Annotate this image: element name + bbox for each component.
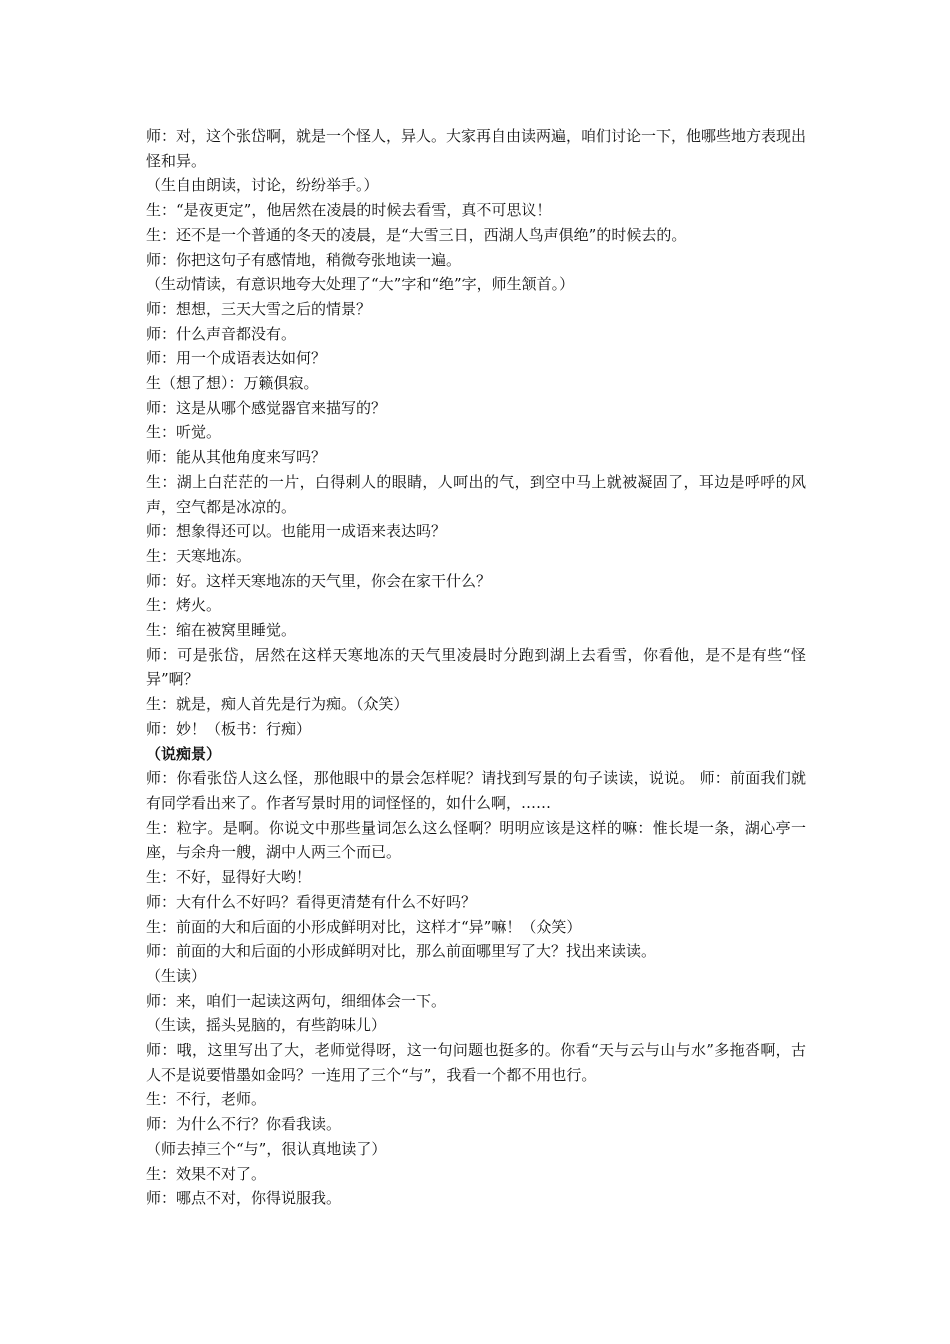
dialogue-line: 生：前面的大和后面的小形成鲜明对比，这样才“异”嘛！（众笑）: [146, 917, 582, 936]
dialogue-line: 师：能从其他角度来写吗？: [146, 448, 327, 467]
dialogue-line: 生：粒字。是啊。你说文中那些量词怎么这么怪啊？明明应该是这样的嘛：惟长堤一条，湖心亭一座，与余舟一艘，湖中人两三个而已。: [146, 818, 806, 862]
dialogue-line: 生：听觉。: [146, 423, 222, 442]
dialogue-line: 师：来，咱们一起读这两句，细细体会一下。: [146, 991, 447, 1010]
dialogue-line: 师：哪点不对，你得说服我。: [146, 1189, 342, 1208]
dialogue-line: 师：大有什么不好吗？看得更清楚有什么不好吗？: [146, 892, 477, 911]
dialogue-line: 生：“是夜更定”，他居然在凌晨的时候去看雪，真不可思议！: [146, 201, 552, 220]
dialogue-line: 师：好。这样天寒地冻的天气里，你会在家干什么？: [146, 571, 492, 590]
dialogue-line: （师去掉三个“与”，很认真地读了）: [146, 1139, 387, 1158]
dialogue-line: 师：想象得还可以。也能用一成语来表达吗？: [146, 522, 447, 541]
dialogue-line: 生：烤火。: [146, 596, 222, 615]
dialogue-line: 师：可是张岱，居然在这样天寒地冻的天气里凌晨时分跑到湖上去看雪，你看他，是不是有些“怪异”啊？: [146, 645, 806, 689]
dialogue-line: 师：你把这句子有感情地，稍微夸张地读一遍。: [146, 250, 462, 269]
dialogue-line: 生（想了想）：万籁俱寂。: [146, 374, 319, 393]
dialogue-line: 师：什么声音都没有。: [146, 324, 297, 343]
dialogue-line: 生：不好，显得好大哟！: [146, 868, 312, 887]
dialogue-line: 师：这是从哪个感觉器官来描写的？: [146, 398, 387, 417]
dialogue-line: 师：对，这个张岱啊，就是一个怪人，异人。大家再自由读两遍，咱们讨论一下，他哪些地方表现出怪和异。: [146, 127, 807, 170]
dialogue-line: （生自由朗读，讨论，纷纷举手。）: [146, 176, 379, 195]
dialogue-line: 生：就是，痴人首先是行为痴。（众笑）: [146, 695, 409, 714]
dialogue-line: 师：为什么不行？你看我读。: [146, 1115, 342, 1134]
dialogue-line: 师：想想，三天大雪之后的情景？: [146, 299, 372, 318]
dialogue-line: 生：天寒地冻。: [146, 546, 252, 565]
dialogue-line: 生：还不是一个普通的冬天的凌晨，是“大雪三日，西湖人鸟声俱绝”的时候去的。: [146, 225, 687, 244]
dialogue-line: 生：不行，老师。: [146, 1090, 267, 1109]
dialogue-line: 师：用一个成语表达如何？: [146, 349, 327, 368]
dialogue-line: （生读）: [146, 966, 207, 985]
dialogue-line: （生动情读，有意识地夸大处理了“大”字和“绝”字，师生颔首。）: [146, 275, 575, 294]
section-heading: （说痴景）: [146, 744, 222, 763]
dialogue-line: 师：哦，这里写出了大，老师觉得呀，这一句问题也挺多的。你看“天与云与山与水”多拖沓啊，古人不是说要惜墨如金吗？一连用了三个“与”，我看一个都不用也行。: [146, 1041, 806, 1084]
dialogue-line: 生：湖上白茫茫的一片，白得刺人的眼睛，人呵出的气，到空中马上就被凝固了，耳边是呼呼的风声，空气都是冰凉的。: [146, 472, 806, 516]
document-page: [146, 124, 806, 1211]
dialogue-line: 师：妙！（板书：行痴）: [146, 719, 312, 738]
dialogue-line: 师：你看张岱人这么怪，那他眼中的景会怎样呢？请找到写景的句子读读，说说。 师：前面我们就有同学看出来了。作者写景时用的词怪怪的，如什么啊，……: [146, 769, 806, 812]
dialogue-line: 生：效果不对了。: [146, 1164, 267, 1183]
dialogue-line: 生：缩在被窝里睡觉。: [146, 621, 297, 640]
dialogue-line: 师：前面的大和后面的小形成鲜明对比，那么前面哪里写了大？找出来读读。: [146, 942, 657, 961]
dialogue-line: （生读，摇头晃脑的，有些韵味儿）: [146, 1016, 387, 1035]
